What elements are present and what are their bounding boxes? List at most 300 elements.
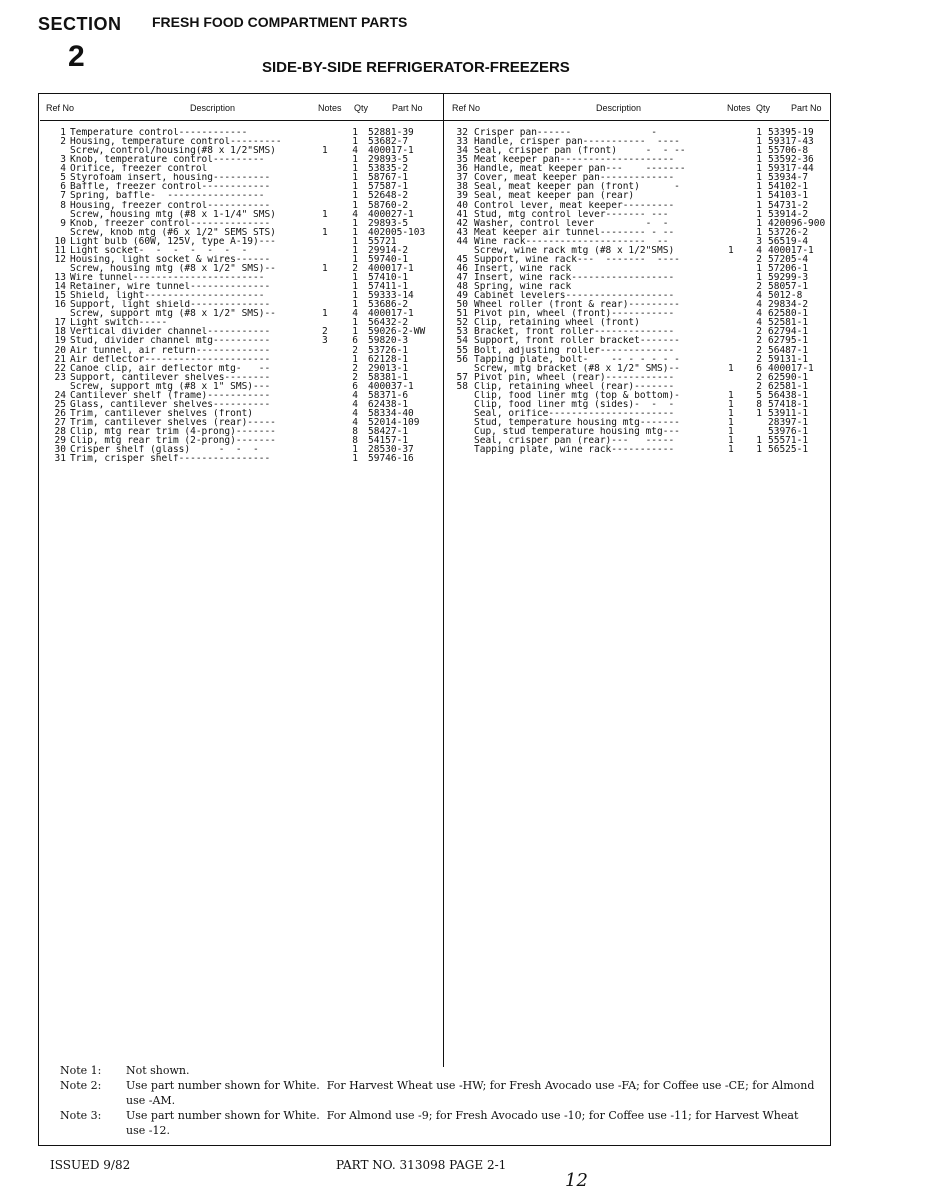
part-quantity: 1: [352, 327, 358, 337]
note-label: Note 1:: [60, 1064, 102, 1077]
part-notes: 1: [322, 146, 328, 156]
left-parts-list: [46, 128, 440, 463]
part-description: Seal, crisper pan (rear)--- -----: [474, 436, 675, 446]
ref-number: 26: [54, 408, 66, 418]
part-quantity: 1: [352, 227, 358, 237]
part-quantity: 1: [756, 191, 762, 201]
part-row: [450, 382, 826, 391]
part-quantity: 4: [352, 399, 358, 409]
ref-number: 28: [54, 427, 66, 437]
ref-number: 20: [54, 345, 66, 355]
part-row: [450, 210, 826, 219]
part-row: [46, 418, 440, 427]
part-quantity: 3: [756, 236, 762, 246]
part-description: Glass, cantilever shelves----------: [70, 399, 271, 409]
ref-number: 22: [54, 363, 66, 373]
part-number: 62438-1: [368, 399, 409, 409]
part-number: 59746-16: [368, 454, 414, 464]
part-notes: 1: [728, 436, 734, 446]
ref-header: Ref No: [46, 103, 75, 113]
part-quantity: 4: [352, 390, 358, 400]
part-number: 56487-1: [768, 345, 809, 355]
part-number: 58767-1: [368, 173, 409, 183]
part-number: 5012-8: [768, 291, 803, 301]
ref-number: 10: [54, 236, 66, 246]
part-description: Vertical divider channel-----------: [70, 327, 271, 337]
part-row: [46, 237, 440, 246]
qty-header: Qty: [756, 103, 771, 113]
part-quantity: 4: [352, 408, 358, 418]
ref-number: 47: [456, 273, 468, 283]
part-row: [450, 445, 826, 454]
part-description: Tapping plate, bolt- -- - - - - -: [474, 354, 680, 364]
part-quantity: 1: [756, 227, 762, 237]
part-description: Support, cantilever shelves--------: [70, 372, 271, 382]
note-label: Note 2:: [60, 1079, 102, 1092]
ref-number: 18: [54, 327, 66, 337]
ref-number: 7: [60, 191, 66, 201]
part-row: [46, 255, 440, 264]
part-row: [46, 373, 440, 382]
part-number: 29914-2: [368, 245, 409, 255]
part-row: [46, 427, 440, 436]
part-quantity: 1: [352, 218, 358, 228]
part-quantity: 1: [352, 191, 358, 201]
part-number: 54103-1: [768, 191, 809, 201]
part-row: [46, 182, 440, 191]
part-number: 59299-3: [768, 273, 809, 283]
part-quantity: 4: [756, 318, 762, 328]
part-row: [46, 201, 440, 210]
part-number: 29893-5: [368, 155, 409, 165]
column-divider: [443, 93, 444, 1067]
ref-number: 51: [456, 309, 468, 319]
part-row: [450, 400, 826, 409]
ref-number: 25: [54, 399, 66, 409]
ref-number: 23: [54, 372, 66, 382]
part-quantity: 4: [352, 209, 358, 219]
section-number: 2: [68, 40, 85, 73]
description-header: Description: [190, 103, 236, 113]
part-row: [46, 164, 440, 173]
part-quantity: 1: [352, 445, 358, 455]
part-number: 58371-6: [368, 390, 409, 400]
ref-number: 45: [456, 254, 468, 264]
part-description: Clip, food liner mtg (sides)- - -: [474, 399, 675, 409]
part-quantity: 1: [352, 254, 358, 264]
ref-number: 35: [456, 155, 468, 165]
part-quantity: 1: [352, 128, 358, 138]
part-row: [450, 409, 826, 418]
part-number: 420096-900: [768, 218, 826, 228]
ref-number: 15: [54, 291, 66, 301]
part-notes: 1: [728, 390, 734, 400]
part-row: [46, 400, 440, 409]
part-row: [46, 355, 440, 364]
part-row: [450, 391, 826, 400]
part-row: [46, 228, 440, 237]
part-quantity: 1: [756, 218, 762, 228]
part-number: 29834-2: [768, 300, 809, 310]
ref-number: 11: [54, 245, 66, 255]
page-title: SIDE-BY-SIDE REFRIGERATOR-FREEZERS: [262, 59, 570, 76]
part-description: Washer, control lever - -: [474, 218, 669, 228]
part-row: [450, 255, 826, 264]
part-row: [450, 273, 826, 282]
part-number: 53686-2: [368, 300, 409, 310]
part-row: [450, 418, 826, 427]
part-quantity: 1: [756, 137, 762, 147]
part-number: 54102-1: [768, 182, 809, 192]
ref-number: 3: [60, 155, 66, 165]
ref-number: 44: [456, 236, 468, 246]
part-description: Air deflector----------------------: [70, 354, 271, 364]
part-notes: 3: [322, 336, 328, 346]
part-description: Seal, orifice----------------------: [474, 408, 675, 418]
part-number: 59820-3: [368, 336, 409, 346]
ref-number: 30: [54, 445, 66, 455]
ref-number: 14: [54, 282, 66, 292]
part-notes: 2: [322, 327, 328, 337]
part-row: [450, 228, 826, 237]
part-row: [46, 318, 440, 327]
part-row: [46, 445, 440, 454]
part-description: Seal, crisper pan (front) - - --: [474, 146, 686, 156]
part-number: 58057-1: [768, 282, 809, 292]
part-notes: 1: [728, 408, 734, 418]
part-number: 52881-39: [368, 128, 414, 138]
part-quantity: 1: [352, 236, 358, 246]
part-number: 59740-1: [368, 254, 409, 264]
part-description: Canoe clip, air deflector mtg- --: [70, 363, 271, 373]
ref-number: 19: [54, 336, 66, 346]
part-description: Meat keeper pan--------------------: [474, 155, 675, 165]
ref-number: 42: [456, 218, 468, 228]
part-number: 400037-1: [368, 381, 414, 391]
part-description: Crisper shelf (glass) - - -: [70, 445, 259, 455]
part-row: [450, 246, 826, 255]
part-row: [450, 373, 826, 382]
part-row: [46, 264, 440, 273]
part-quantity: 4: [756, 245, 762, 255]
part-row: [450, 327, 826, 336]
part-quantity: 1: [352, 282, 358, 292]
part-description: Support, wine rack--- ------- ----: [474, 254, 680, 264]
part-description: Screw, knob mtg (#6 x 1/2" SEMS STS): [70, 227, 276, 237]
ref-header: Ref No: [452, 103, 481, 113]
part-row: [46, 391, 440, 400]
ref-number: 38: [456, 182, 468, 192]
part-notes: 1: [322, 309, 328, 319]
ref-number: 9: [60, 218, 66, 228]
part-number: 56519-4: [768, 236, 809, 246]
part-description: Bracket, front roller--------------: [474, 327, 675, 337]
part-quantity: 1: [352, 155, 358, 165]
part-quantity: 1: [756, 155, 762, 165]
part-quantity: 2: [756, 327, 762, 337]
part-quantity: 1: [352, 182, 358, 192]
part-description: Insert, wine rack: [474, 263, 572, 273]
part-row: [450, 264, 826, 273]
part-description: Clip, mtg rear trim (4-prong)-------: [70, 427, 276, 437]
part-number: 400017-1: [368, 146, 414, 156]
part-description: Housing, freezer control-----------: [70, 200, 271, 210]
part-row: [46, 146, 440, 155]
part-notes: 1: [728, 445, 734, 455]
part-number: 58334-40: [368, 408, 414, 418]
part-quantity: 1: [756, 263, 762, 273]
part-row: [450, 201, 826, 210]
part-quantity: 2: [352, 263, 358, 273]
part-row: [450, 237, 826, 246]
part-description: Cantilever shelf (frame)-----------: [70, 390, 271, 400]
part-quantity: 8: [352, 427, 358, 437]
handwritten-page-number: 12: [565, 1170, 588, 1191]
part-row: [46, 364, 440, 373]
part-header: Part No: [791, 103, 822, 113]
part-number: 29893-5: [368, 218, 409, 228]
ref-number: 46: [456, 263, 468, 273]
notes-header: Notes: [727, 103, 751, 113]
part-number: 62580-1: [768, 309, 809, 319]
part-quantity: 1: [756, 273, 762, 283]
ref-number: 21: [54, 354, 66, 364]
part-notes: 1: [728, 427, 734, 437]
ref-number: 5: [60, 173, 66, 183]
part-number: 53726-2: [768, 227, 809, 237]
part-description: Support, light shield--------------: [70, 300, 271, 310]
ref-number: 6: [60, 182, 66, 192]
part-quantity: 6: [352, 336, 358, 346]
part-notes: 1: [322, 263, 328, 273]
ref-number: 43: [456, 227, 468, 237]
ref-number: 34: [456, 146, 468, 156]
part-row: [46, 309, 440, 318]
part-description: Clip, food liner mtg (top & bottom)-: [474, 390, 680, 400]
part-row: [46, 191, 440, 200]
part-row: [46, 246, 440, 255]
part-number: 57410-1: [368, 273, 409, 283]
part-quantity: 2: [756, 354, 762, 364]
part-number: 57587-1: [368, 182, 409, 192]
part-row: [46, 336, 440, 345]
part-description: Seal, meat keeper pan (front) -: [474, 182, 680, 192]
ref-number: 16: [54, 300, 66, 310]
part-description: Screw, control/housing(#8 x 1/2"SMS): [70, 146, 276, 156]
part-description: Shield, light---------------------: [70, 291, 265, 301]
part-quantity: 6: [756, 363, 762, 373]
part-quantity: 1: [756, 146, 762, 156]
part-number: 53395-19: [768, 128, 814, 138]
part-row: [450, 128, 826, 137]
ref-number: 58: [456, 381, 468, 391]
part-description: Clip, mtg rear trim (2-prong)-------: [70, 436, 276, 446]
ref-number: 1: [60, 128, 66, 138]
part-description: Screw, mtg bracket (#8 x 1/2" SMS)--: [474, 363, 680, 373]
part-description: Screw, support mtg (#8 x 1/2" SMS)--: [70, 309, 276, 319]
ref-number: 49: [456, 291, 468, 301]
part-number: 58381-1: [368, 372, 409, 382]
ref-number: 53: [456, 327, 468, 337]
part-number: 56432-2: [368, 318, 409, 328]
ref-number: 52: [456, 318, 468, 328]
part-row: [450, 336, 826, 345]
part-description: Trim, crisper shelf----------------: [70, 454, 271, 464]
ref-number: 37: [456, 173, 468, 183]
part-quantity: 2: [352, 345, 358, 355]
part-quantity: 1: [756, 200, 762, 210]
ref-number: 29: [54, 436, 66, 446]
part-description: Handle, meat keeper pan--- -------: [474, 164, 686, 174]
part-description: Temperature control------------: [70, 128, 248, 138]
part-row: [450, 191, 826, 200]
part-quantity: 1: [352, 300, 358, 310]
part-description: Air tunnel, air return-------------: [70, 345, 271, 355]
part-number: 62581-1: [768, 381, 809, 391]
part-description: Trim, cantilever shelves (rear)-----: [70, 418, 276, 428]
part-description: Screw, housing mtg (#8 x 1-1/4" SMS): [70, 209, 276, 219]
issued-date: ISSUED 9/82: [50, 1158, 131, 1172]
part-description: Orifice, freezer control: [70, 164, 208, 174]
part-row: [450, 182, 826, 191]
part-description: Control lever, meat keeper---------: [474, 200, 675, 210]
part-number: 53914-2: [768, 209, 809, 219]
part-number: 59026-2-WW: [368, 327, 426, 337]
part-description: Clip, retaining wheel (front): [474, 318, 640, 328]
part-description: Pivot pin, wheel (front)-----------: [474, 309, 675, 319]
part-description: Spring, wine rack: [474, 282, 572, 292]
note-text: Use part number shown for White. For Almond use -9; for Fresh Avocado use -10; for Coffee use -11; for Harvest Wheat use -12.: [126, 1109, 802, 1137]
part-quantity: 1: [756, 164, 762, 174]
ref-number: 41: [456, 209, 468, 219]
part-number: 400017-1: [368, 309, 414, 319]
part-number: 58760-2: [368, 200, 409, 210]
part-description: Screw, wine rack mtg (#8 x 1/2"SMS): [474, 245, 675, 255]
ref-number: 27: [54, 418, 66, 428]
part-row: [450, 427, 826, 436]
qty-header: Qty: [354, 103, 369, 113]
part-quantity: 2: [352, 372, 358, 382]
ref-number: 50: [456, 300, 468, 310]
part-quantity: 2: [756, 254, 762, 264]
part-description: Cabinet levelers-------------------: [474, 291, 675, 301]
part-description: Wine rack--------------------- --: [474, 236, 669, 246]
ref-number: 4: [60, 164, 66, 174]
part-description: Knob, freezer control--------------: [70, 218, 271, 228]
part-quantity: 1: [756, 408, 762, 418]
part-description: Trim, cantilever shelves (front): [70, 408, 254, 418]
part-number: 53835-2: [368, 164, 409, 174]
ref-number: 12: [54, 254, 66, 264]
ref-number: 48: [456, 282, 468, 292]
part-notes: 1: [322, 209, 328, 219]
part-description: Cup, stud temperature housing mtg---: [474, 427, 680, 437]
part-description: Retainer, wire tunnel--------------: [70, 282, 271, 292]
part-number: 400017-1: [768, 363, 814, 373]
part-number: 53726-1: [368, 345, 409, 355]
part-number: 52581-1: [768, 318, 809, 328]
note-text: Use part number shown for White. For Harvest Wheat use -HW; for Fresh Avocado use -FA; for Coffee use -CE; for Almond use -AM.: [126, 1079, 818, 1107]
note-label: Note 3:: [60, 1109, 102, 1122]
part-description: Tapping plate, wine rack-----------: [474, 445, 675, 455]
part-number: 54731-2: [768, 200, 809, 210]
part-number: 400017-1: [768, 245, 814, 255]
part-quantity: 6: [352, 381, 358, 391]
part-description: Stud, temperature housing mtg-------: [474, 418, 680, 428]
part-row: [450, 146, 826, 155]
right-parts-list: [450, 128, 826, 454]
part-row: [46, 436, 440, 445]
part-description: Light switch-----: [70, 318, 168, 328]
part-quantity: 8: [756, 399, 762, 409]
part-quantity: 1: [352, 354, 358, 364]
part-notes: 1: [322, 227, 328, 237]
part-description: Cover, meat keeper pan-------------: [474, 173, 675, 183]
part-description: Screw, support mtg (#8 x 1" SMS)---: [70, 381, 271, 391]
part-row: [450, 355, 826, 364]
part-quantity: 1: [352, 137, 358, 147]
ref-number: 39: [456, 191, 468, 201]
part-row: [46, 291, 440, 300]
part-quantity: 1: [352, 318, 358, 328]
ref-number: 36: [456, 164, 468, 174]
part-quantity: 1: [352, 173, 358, 183]
part-description: Baffle, freezer control------------: [70, 182, 271, 192]
part-row: [46, 210, 440, 219]
part-quantity: 4: [352, 146, 358, 156]
part-number: 54157-1: [368, 436, 409, 446]
ref-number: 2: [60, 137, 66, 147]
part-number: 62794-1: [768, 327, 809, 337]
part-row: [450, 318, 826, 327]
part-row: [46, 346, 440, 355]
part-description: Stud, mtg control lever------- ---: [474, 209, 669, 219]
ref-number: 56: [456, 354, 468, 364]
part-row: [46, 155, 440, 164]
part-number: 62128-1: [368, 354, 409, 364]
part-quantity: 1: [756, 445, 762, 455]
right-column-header: [444, 96, 829, 121]
part-quantity: 2: [756, 336, 762, 346]
part-description: Housing, light socket & wires------: [70, 254, 271, 264]
part-notes: 1: [728, 399, 734, 409]
part-row: [450, 364, 826, 373]
part-row: [450, 155, 826, 164]
part-description: Insert, wine rack------------------: [474, 273, 675, 283]
part-quantity: 8: [352, 436, 358, 446]
part-description: Stud, divider channel mtg----------: [70, 336, 271, 346]
part-row: [46, 282, 440, 291]
ref-number: 24: [54, 390, 66, 400]
part-row: [46, 173, 440, 182]
part-row: [450, 346, 826, 355]
part-description: Pivot pin, wheel (rear)------------: [474, 372, 675, 382]
part-quantity: 4: [756, 309, 762, 319]
part-description: Support, front roller bracket-------: [474, 336, 680, 346]
notes-header: Notes: [318, 103, 342, 113]
part-number: 52648-2: [368, 191, 409, 201]
part-quantity: 2: [756, 381, 762, 391]
part-number: 53592-36: [768, 155, 814, 165]
part-number: 57418-1: [768, 399, 809, 409]
part-description: Spring, baffle- -----------------: [70, 191, 265, 201]
part-number: 53911-1: [768, 408, 809, 418]
part-row: [46, 273, 440, 282]
part-number: 59317-44: [768, 164, 814, 174]
part-quantity: 1: [352, 164, 358, 174]
part-row: [450, 137, 826, 146]
part-row: [46, 219, 440, 228]
